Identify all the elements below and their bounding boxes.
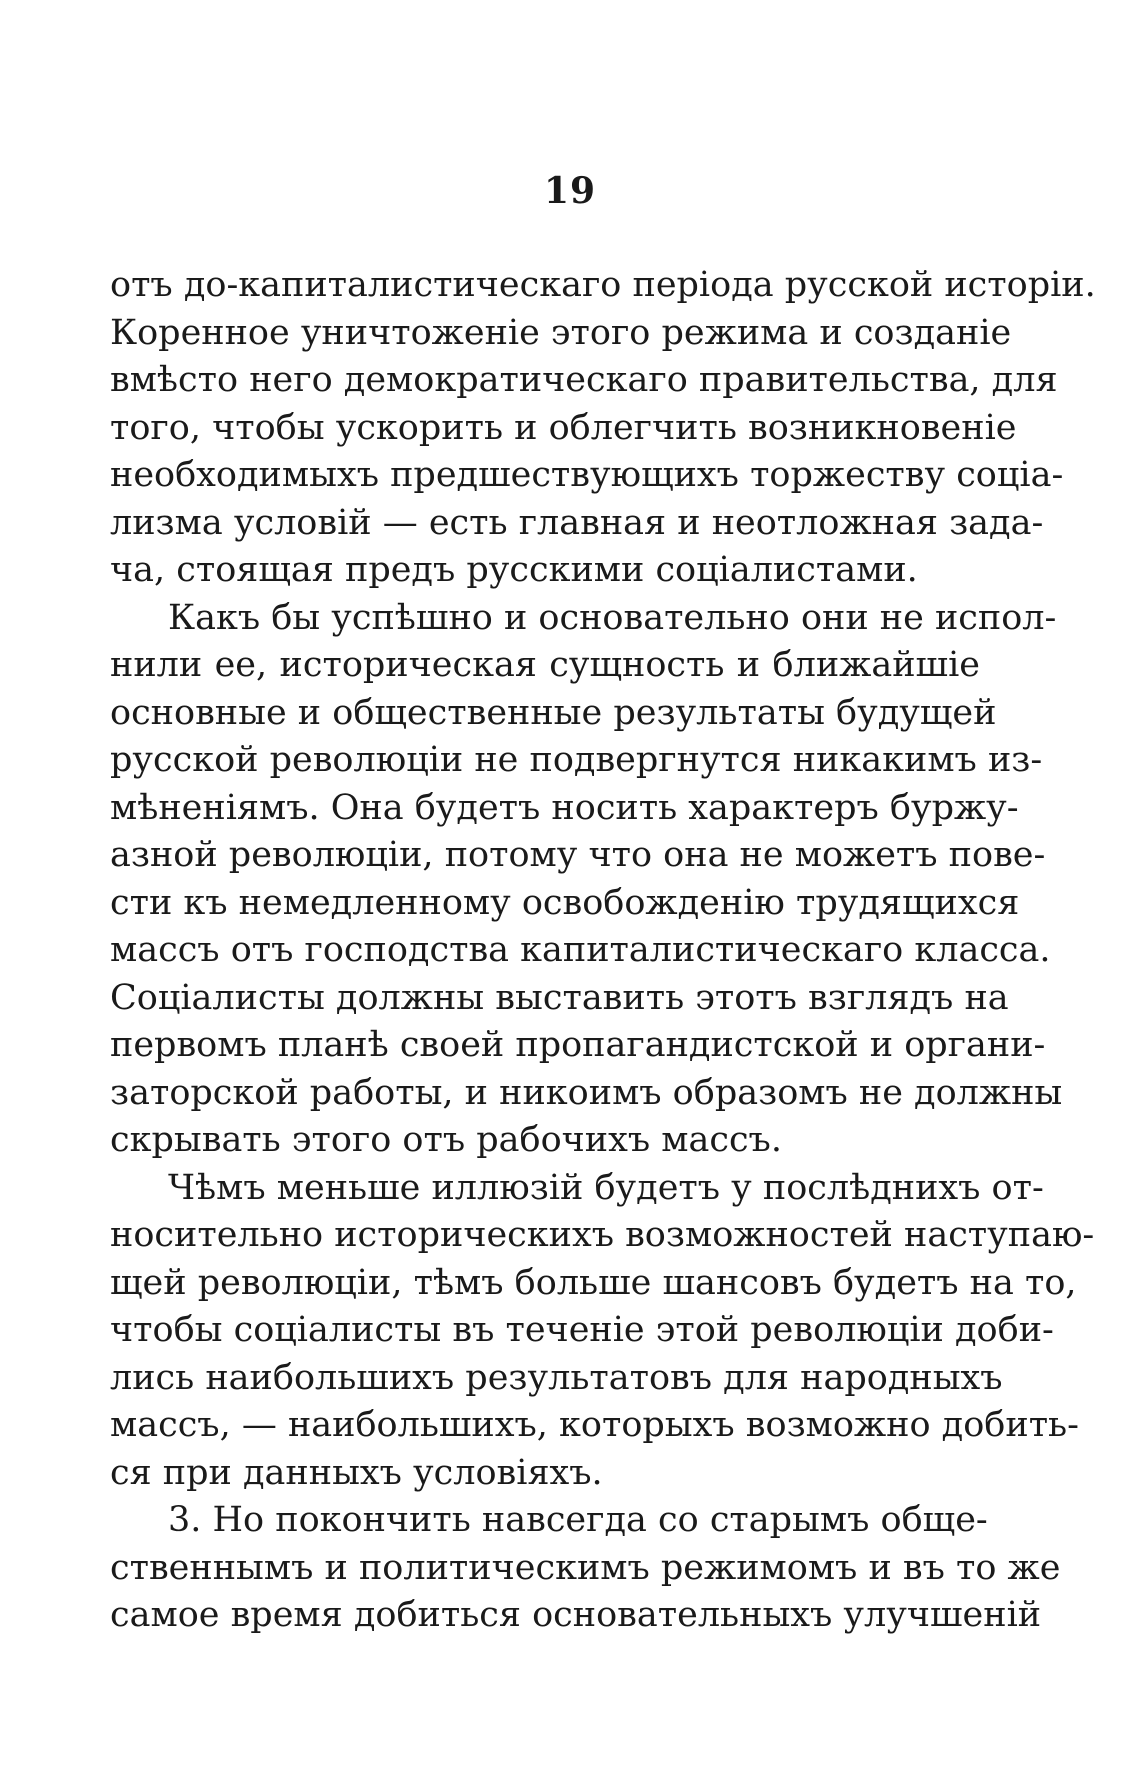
text-line: ственнымъ и политическимъ режимомъ и въ то же (110, 1547, 1061, 1588)
paragraph (110, 595, 1063, 1165)
paragraph (110, 1165, 1095, 1498)
text-line: вмѣсто него демократическаго правительства, для (110, 360, 1058, 400)
text-line: азной революціи, потому что она не можетъ пове- (110, 835, 1046, 875)
text-line: носительно историческихъ возможностей наступаю- (110, 1215, 1095, 1255)
page-number: 19 (543, 170, 597, 212)
text-line: первомъ планѣ своей пропагандистской и органи- (110, 1025, 1046, 1065)
text-line: самое время добиться основательныхъ улучшеній (110, 1595, 1042, 1635)
text-line: чтобы соціалисты въ теченіе этой революціи доби- (110, 1310, 1054, 1350)
text-line: Какъ бы успѣшно и основательно они не испол- (168, 597, 1057, 638)
text-line: массъ отъ господства капиталистическаго класса. (110, 930, 1051, 970)
text-line: ча, стоящая предъ русскими соціалистами. (110, 550, 918, 590)
text-line: заторской работы, и никоимъ образомъ не должны (110, 1072, 1063, 1113)
text-line: необходимыхъ предшествующихъ торжеству соціа- (110, 455, 1064, 495)
text-line: Соціалисты должны выставить этотъ взглядъ на (110, 977, 1009, 1018)
paragraph (110, 262, 1096, 595)
text-line: нили ее, историческая сущность и ближайшіе (110, 645, 980, 685)
text-line: того, чтобы ускорить и облегчить возникновеніе (110, 407, 1017, 448)
text-line: мѣненіямъ. Она будетъ носить характеръ буржу- (110, 787, 1019, 828)
page-body-text (110, 262, 1096, 1640)
text-line: русской революціи не подвергнутся никакимъ из- (110, 740, 1043, 780)
text-line: лись наибольшихъ результатовъ для народныхъ (110, 1357, 1003, 1398)
paragraph (110, 1497, 1061, 1640)
text-line: сти къ немедленному освобожденію трудящихся (110, 882, 1020, 923)
text-line: отъ до-капиталистическаго періода русской исторіи. (110, 265, 1096, 305)
text-line: Коренное уничтоженіе этого режима и созданіе (110, 312, 1012, 353)
text-line: 3. Но покончить навсегда со старымъ обще- (168, 1500, 988, 1540)
text-line: лизма условій — есть главная и неотложная зада- (110, 502, 1044, 543)
text-line: массъ, — наибольшихъ, которыхъ возможно добить- (110, 1405, 1079, 1445)
text-line: Чѣмъ меньше иллюзій будетъ у послѣднихъ от- (168, 1167, 1044, 1208)
text-line: щей революціи, тѣмъ больше шансовъ будетъ на то, (110, 1262, 1077, 1303)
text-line: ся при данныхъ условіяхъ. (110, 1452, 603, 1493)
text-line: скрывать этого отъ рабочихъ массъ. (110, 1120, 782, 1160)
text-line: основные и общественные результаты будущей (110, 692, 997, 733)
